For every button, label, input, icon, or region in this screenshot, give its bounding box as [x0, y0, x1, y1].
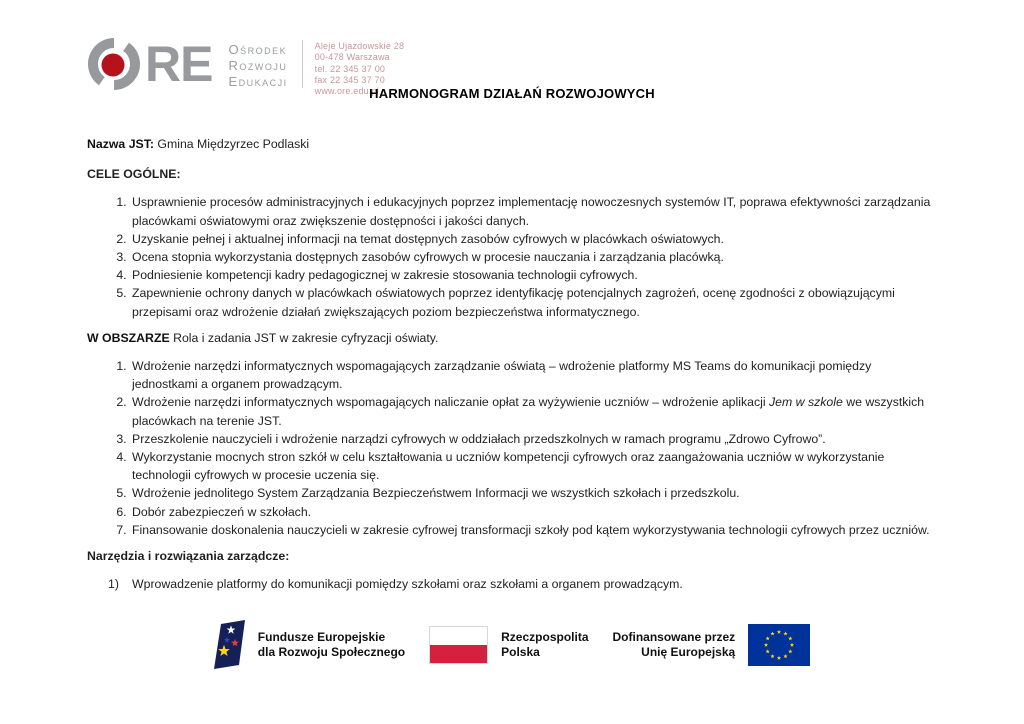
list-item: 2. Uzyskanie pełnej i aktualnej informacji na temat dostępnych zasobów cyfrowych w placówkach oświatowych.: [130, 230, 935, 248]
area-heading: [87, 329, 935, 347]
app-name-italic: Jem w szkole: [769, 395, 843, 410]
list-item: 4. Wykorzystanie mocnych stron szkół w celu kształtowania u uczniów kompetencji cyfrowych oraz zaangażowania uczniów w wykorzystanie technologii cyfrowych w procesie uczenia się.: [130, 448, 935, 484]
area-label: W OBSZARZE: [87, 330, 170, 345]
address-line: fax 22 345 37 70: [314, 74, 385, 85]
list-item: 3. Ocena stopnia wykorzystania dostępnych zasobów cyfrowych w procesie nauczania i zarządzania placówką.: [130, 248, 935, 266]
area-tasks-list: [87, 357, 935, 539]
document-body: [87, 135, 935, 593]
list-item: Wprowadzenie platformy do komunikacji pomiędzy szkołami oraz szkołami a organem prowadzącym.: [132, 577, 683, 592]
poland-logo-group: [429, 626, 588, 664]
jst-name-line: [87, 135, 935, 153]
ore-logo-text: RE: [145, 36, 213, 92]
eu-funds-flag-icon: [214, 620, 245, 669]
ore-org-name: [228, 36, 287, 90]
tools-list: [87, 575, 935, 593]
list-item: 5. Zapewnienie ochrony danych w placówkach oświatowych poprzez identyfikację potencjalnych zagrożeń, ocenę zgodności z obowiązującymi przepisami oraz wdrożenie działań zwiększających poziom bezpieczeństwa informatycznego.: [130, 284, 935, 320]
general-goals-list: [87, 193, 935, 320]
ore-o-mark-icon: [86, 36, 144, 92]
eu-funds-label: Fundusze Europejskie dla Rozwoju Społecznego: [257, 629, 406, 659]
list-item: 7. Finansowanie doskonalenia nauczycieli w zakresie cyfrowej transformacji szkoły pod kątem wykorzystywania technologii cyfrowych przez uczniów.: [130, 521, 935, 539]
list-item: 3. Przeszkolenie nauczycieli i wdrożenie narządzi cyfrowych w oddziałach przedszkolnych w ramach programu „Zdrowo Cyfrowo”.: [130, 430, 935, 448]
address-line: tel. 22 345 37 00: [314, 63, 386, 74]
eu-funding-footer: [0, 620, 1024, 669]
org-name-line: Edukacji: [228, 74, 288, 89]
eu-cofunding-logo-group: [613, 624, 811, 666]
eu-flag-icon: [748, 624, 810, 666]
general-goals-heading: CELE OGÓLNE:: [87, 167, 181, 182]
document-title: HARMONOGRAM DZIAŁAŃ ROZWOJOWYCH: [369, 86, 655, 101]
ore-logo: [86, 36, 212, 92]
jst-value: Gmina Międzyrzec Podlaski: [157, 137, 310, 151]
address-line: Aleje Ujazdowskie 28: [314, 41, 405, 51]
org-name-line: Ośrodek: [228, 42, 288, 57]
list-item: 5. Wdrożenie jednolitego System Zarządzania Bezpieczeństwem Informacji we wszystkich szkołach i przedszkolu.: [130, 484, 935, 502]
tools-heading: Narzędzia i rozwiązania zarządcze:: [87, 549, 290, 564]
list-item: 1. Usprawnienie procesów administracyjnych i edukacyjnych poprzez implementację nowoczesnych systemów IT, poprawa efektywności zarządzania placówkami oświatowymi oraz zwiększenie dostępności i jakości danych.: [130, 193, 935, 229]
poland-flag-icon: [429, 626, 488, 664]
poland-label: Rzeczpospolita Polska: [501, 629, 589, 659]
letterhead-divider: [302, 40, 303, 88]
area-text: Rola i zadania JST w zakresie cyfryzacji oświaty.: [173, 330, 439, 345]
eu-funds-logo-group: [214, 620, 405, 669]
jst-label: Nazwa JST:: [87, 137, 154, 151]
org-name-line: Rozwoju: [228, 58, 288, 73]
list-item: 2. Wdrożenie narzędzi informatycznych wspomagających naliczanie opłat za wyżywienie uczniów – wdrożenie aplikacji Jem w szkole we wszystkich placówkach na terenie JST.: [130, 393, 935, 429]
website-url: www.ore.edu.pl: [314, 86, 379, 97]
list-item: 4. Podniesienie kompetencji kadry pedagogicznej w zakresie stosowania technologii cyfrowych.: [130, 266, 935, 284]
eu-cofunding-label: Dofinansowane przez Unię Europejską: [612, 629, 736, 659]
list-item: 6. Dobór zabezpieczeń w szkołach.: [130, 503, 935, 521]
list-item: 1. Wdrożenie narzędzi informatycznych wspomagających zarządzanie oświatą – wdrożenie platformy MS Teams do komunikacji pomiędzy jednostkami a organem prowadzącym.: [130, 357, 935, 393]
address-line: 00-478 Warszawa: [314, 52, 390, 63]
